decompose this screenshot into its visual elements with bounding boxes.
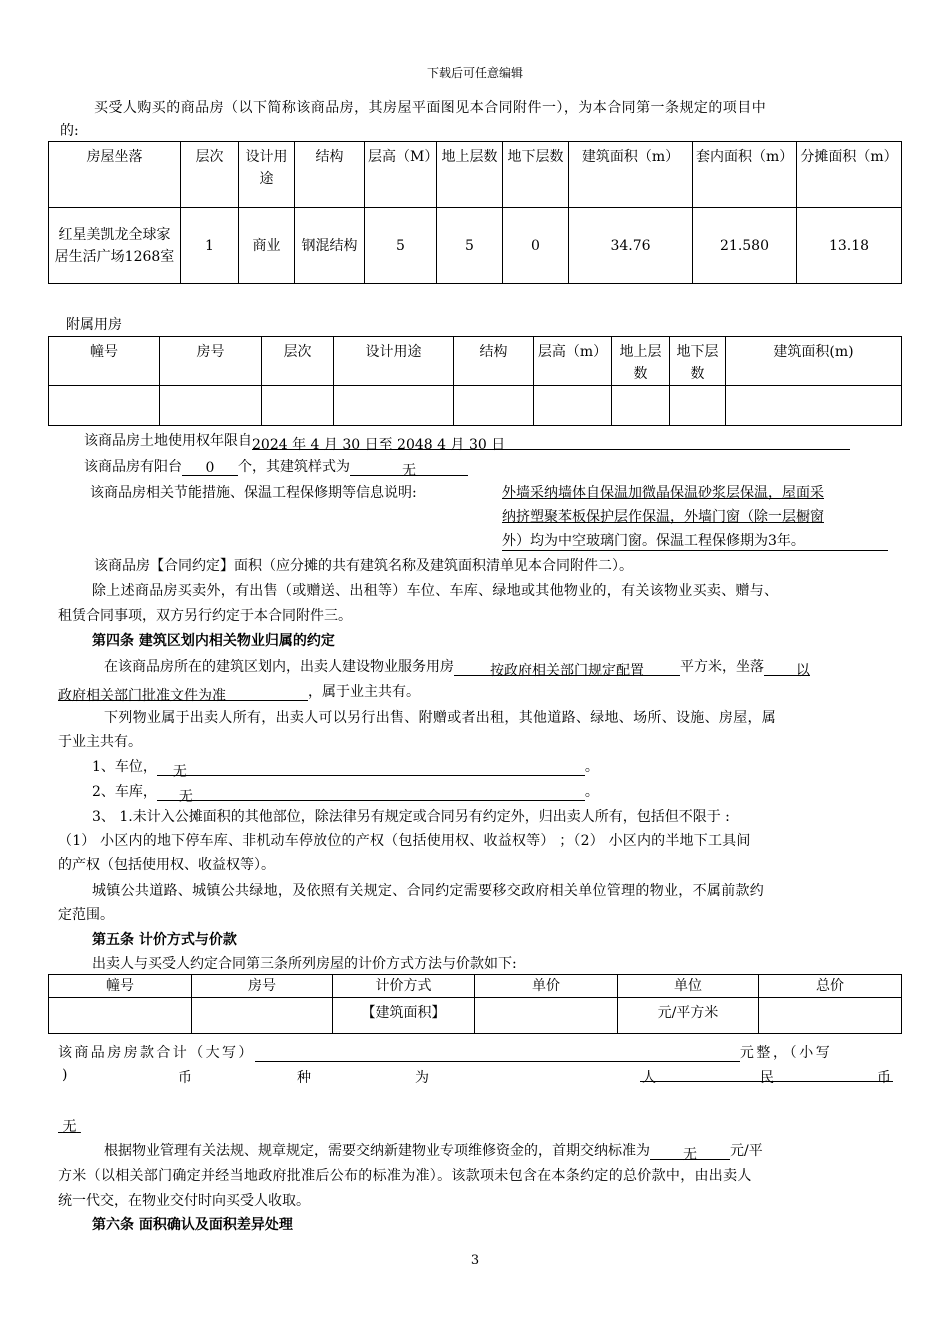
annex-th-building: 幢号 [49, 337, 160, 386]
currency-char-3: 为 [415, 1070, 429, 1086]
energy-line-3: 外）均为中空玻璃门窗。保温工程保修期为3年。 [502, 530, 888, 551]
annex-th-below: 地下层数 [670, 337, 726, 386]
energy-line-2: 纳挤塑聚苯板保护层作保温，外墙门窗（除一层橱窗 [502, 509, 824, 525]
td-usage: 商业 [239, 208, 295, 284]
price-td-unit-price [475, 998, 618, 1034]
price-th-unit-price: 单价 [475, 975, 618, 998]
art4-item-3-line-1: 3、 1.未计入公摊面积的其他部位，除法律另有规定或合同另有约定外，归出卖人所有，包括但不限于 : [92, 809, 730, 825]
art5-intro: 出卖人与买受人约定合同第三条所列房屋的计价方式方法与价款如下: [92, 956, 517, 972]
balcony-label: 该商品房有阳台 [84, 459, 182, 475]
land-use-value: 2024 年 4 月 30 日至 2048 4 月 30 日 [252, 434, 850, 450]
td-build-area: 34.76 [569, 208, 693, 284]
balcony-line [84, 456, 468, 479]
article-4-title: 第四条 建筑区划内相关物业归属的约定 [92, 633, 335, 649]
th-height: 层高（M） [365, 142, 437, 208]
currency-char-5: 民 [760, 1070, 774, 1086]
currency-char-6: 币 [877, 1070, 891, 1086]
th-structure: 结构 [295, 142, 365, 208]
property-table [48, 141, 902, 284]
annex-cell [534, 386, 612, 426]
price-td-building [49, 998, 192, 1034]
annex-th-height: 层高（m） [534, 337, 612, 386]
annex-cell [454, 386, 534, 426]
article-5-title: 第五条 计价方式与价款 [92, 932, 237, 948]
td-above: 5 [437, 208, 503, 284]
th-below: 地下层数 [503, 142, 569, 208]
art4-p3-line-1: 下列物业属于出卖人所有，出卖人可以另行出售、附赠或者出租，其他道路、绿地、场所、设施、房屋，属 [104, 710, 777, 726]
th-inner-area: 套内面积（m） [693, 142, 797, 208]
fund-line-1: 根据物业管理有关法规、规章规定，需要交纳新建物业专项维修资金的，首期交纳标准为 无 元/平 [104, 1143, 763, 1163]
art4-p2: 政府相关部门批准文件为准 ，属于业主共有。 [58, 684, 420, 704]
annex-th-room: 房号 [160, 337, 262, 386]
price-td-room [192, 998, 333, 1034]
price-td-unit: 元/平方米 [618, 998, 759, 1034]
td-inner-area: 21.580 [693, 208, 797, 284]
article-6-title: 第六条 面积确认及面积差异处理 [92, 1217, 293, 1233]
annex-th-above: 地上层数 [612, 337, 670, 386]
energy-label: 该商品房相关节能措施、保温工程保修期等信息说明: [90, 485, 417, 501]
other-line-1: 除上述商品房买卖外，有出售（或赠送、出租等）车位、车库、绿地或其他物业的，有关该物业买卖、赠与、 [92, 583, 779, 599]
lowercase-amount: 无 [62, 1119, 77, 1135]
price-td-total [759, 998, 902, 1034]
td-height: 5 [365, 208, 437, 284]
th-shared-area: 分摊面积（m） [797, 142, 902, 208]
art4-item-3-line-2: （1） 小区内的地下停车库、非机动车停放位的产权（包括使用权、收益权等） ；（2） 小区内的半地下工具间 [58, 833, 751, 849]
annex-th-area: 建筑面积(m) [726, 337, 902, 386]
energy-line-1: 外墙采纳墙体自保温加微晶保温砂浆层保温，屋面采 [502, 485, 824, 501]
art4-p4-line-1: 城镇公共道路、城镇公共绿地，及依照有关规定、合同约定需要移交政府相关单位管理的物业，不属前款约 [92, 883, 765, 899]
price-table [48, 974, 902, 1034]
annex-th-structure: 结构 [454, 337, 534, 386]
th-location: 房屋坐落 [49, 142, 181, 208]
fund-line-3: 统一代交，在物业交付时向买受人收取。 [58, 1193, 310, 1209]
art4-item-3-line-3: 的产权（包括使用权、收益权等）。 [58, 857, 275, 873]
annex-cell [262, 386, 334, 426]
art4-p3-line-2: 于业主共有。 [58, 734, 142, 750]
td-floor: 1 [181, 208, 239, 284]
other-line-2: 租赁合同事项，双方另行约定于本合同附件三。 [58, 608, 352, 624]
area-note: 该商品房【合同约定】面积（应分摊的共有建筑名称及建筑面积清单见本合同附件二）。 [94, 558, 633, 574]
price-th-unit: 单位 [618, 975, 759, 998]
fund-line-2: 方米（以相关部门确定并经当地政府批准后公布的标准为准）。该款项未包含在本条约定的总价款中，由出卖人 [58, 1168, 752, 1184]
annex-cell [49, 386, 160, 426]
page-header: 下载后可任意编辑 [426, 66, 523, 80]
annex-cell [160, 386, 262, 426]
th-usage: 设计用途 [239, 142, 295, 208]
td-below: 0 [503, 208, 569, 284]
currency-char-2: 种 [297, 1070, 311, 1086]
art4-item-1: 1、车位， 无 。 [92, 759, 599, 780]
td-location: 红星美凯龙全球家居生活广场1268室 [49, 208, 181, 284]
annex-cell [334, 386, 454, 426]
td-shared-area: 13.18 [797, 208, 902, 284]
price-th-total: 总价 [759, 975, 902, 998]
price-td-method: 【建筑面积】 [333, 998, 475, 1034]
balcony-style: 无 [350, 460, 468, 476]
th-floor: 层次 [181, 142, 239, 208]
currency-char-1: 币 [178, 1070, 192, 1086]
intro-line-1: 买受人购买的商品房（以下简称该商品房，其房屋平面图见本合同附件一），为本合同第一条规定的项目中 [94, 100, 767, 116]
price-th-method: 计价方式 [333, 975, 475, 998]
th-build-area: 建筑面积（m） [569, 142, 693, 208]
balcony-count: 0 [182, 460, 238, 476]
price-th-building: 幢号 [49, 975, 192, 998]
annex-cell [612, 386, 670, 426]
price-th-room: 房号 [192, 975, 333, 998]
annex-cell [670, 386, 726, 426]
currency-close-paren: ) [62, 1067, 68, 1083]
annex-title: 附属用房 [66, 317, 122, 333]
th-above: 地上层数 [437, 142, 503, 208]
annex-cell [726, 386, 902, 426]
annex-th-usage: 设计用途 [334, 337, 454, 386]
art4-p1: 在该商品房所在的建筑区划内，出卖人建设物业服务用房 按政府相关部门规定配置 平方米，坐落 以 [104, 659, 810, 679]
land-use-line [84, 430, 850, 453]
art4-p4-line-2: 定范围。 [58, 907, 114, 923]
land-use-label: 该商品房土地使用权年限自 [84, 433, 252, 449]
intro-line-2: 的: [60, 123, 79, 139]
balcony-mid: 个，其建筑样式为 [238, 459, 350, 475]
annex-th-floor: 层次 [262, 337, 334, 386]
annex-table [48, 336, 902, 426]
td-structure: 钢混结构 [295, 208, 365, 284]
page-number: 3 [470, 1253, 480, 1268]
currency-char-4: 人 [642, 1070, 656, 1086]
total-amount-line: 该商品房房款合计（大写） 元整，（小写 [58, 1045, 833, 1061]
art4-item-2: 2、车库， 无 。 [92, 784, 599, 805]
